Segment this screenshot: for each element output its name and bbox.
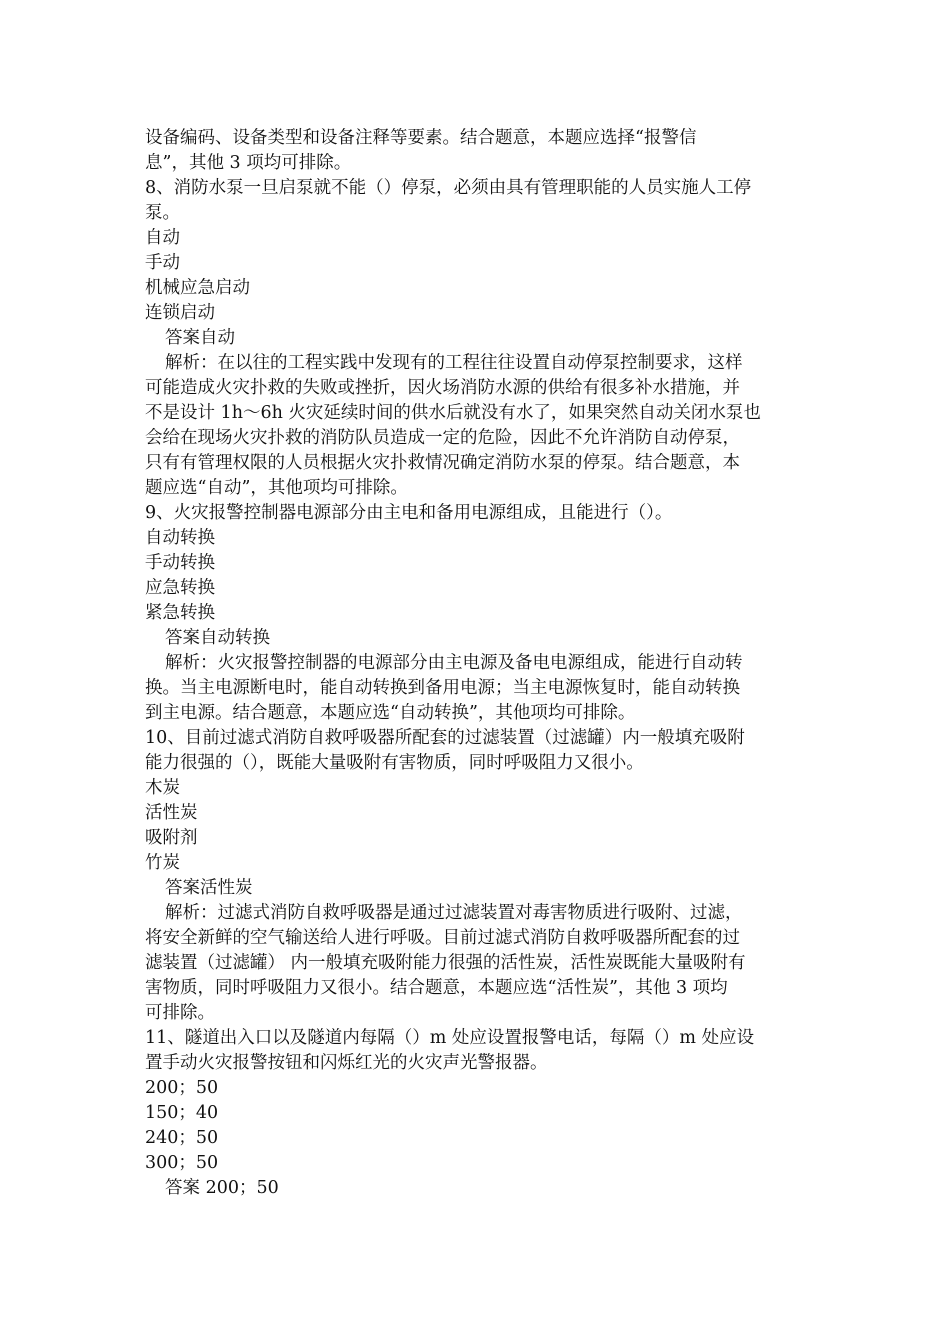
option-line: 活性炭	[145, 803, 198, 823]
option-line: 300；50	[145, 1153, 219, 1173]
option-line: 机械应急启动	[145, 278, 250, 298]
analysis-line: 将安全新鲜的空气输送给人进行呼吸。目前过滤式消防自救呼吸器所配套的过	[145, 928, 740, 948]
analysis-line: 可排除。	[145, 1003, 215, 1023]
answer-line: 答案自动	[165, 328, 235, 348]
option-line: 240；50	[145, 1128, 219, 1148]
option-line: 150；40	[145, 1103, 219, 1123]
answer-line: 答案 200；50	[165, 1178, 279, 1198]
option-line: 吸附剂	[145, 828, 198, 848]
analysis-line: 到主电源。结合题意，本题应选“自动转换”，其他项均可排除。	[145, 703, 636, 723]
answer-line: 答案活性炭	[165, 878, 253, 898]
analysis-line: 换。当主电源断电时，能自动转换到备用电源；当主电源恢复时，能自动转换	[145, 678, 740, 698]
option-line: 手动转换	[145, 553, 215, 573]
analysis-line: 不是设计 1h～6h 火灾延续时间的供水后就没有水了，如果突然自动关闭水泵也	[145, 403, 761, 423]
analysis-line: 可能造成火灾扑救的失败或挫折，因火场消防水源的供给有很多补水措施，并	[145, 378, 740, 398]
document-page	[145, 126, 810, 1201]
option-line: 自动	[145, 228, 180, 248]
option-line: 应急转换	[145, 578, 215, 598]
analysis-line: 解析：过滤式消防自救呼吸器是通过过滤装置对毒害物质进行吸附、过滤，	[165, 903, 743, 923]
analysis-line: 息”，其他 3 项均可排除。	[145, 153, 352, 173]
question-line: 能力很强的（），既能大量吸附有害物质，同时呼吸阻力又很小。	[145, 753, 644, 773]
option-line: 竹炭	[145, 853, 180, 873]
question-line: 泵。	[145, 203, 180, 223]
option-line: 手动	[145, 253, 180, 273]
question-line: 8、消防水泵一旦启泵就不能（）停泵，必须由具有管理职能的人员实施人工停	[145, 178, 752, 198]
analysis-line: 设备编码、设备类型和设备注释等要素。结合题意，本题应选择“报警信	[145, 128, 697, 148]
question-line: 10、目前过滤式消防自救呼吸器所配套的过滤装置（过滤罐）内一般填充吸附	[145, 728, 745, 748]
answer-line: 答案自动转换	[165, 628, 270, 648]
question-line: 置手动火灾报警按钮和闪烁红光的火灾声光警报器。	[145, 1053, 548, 1073]
question-line: 11、隧道出入口以及隧道内每隔（）m 处应设置报警电话，每隔（）m 处应设	[145, 1028, 755, 1048]
option-line: 木炭	[145, 778, 180, 798]
analysis-line: 题应选“自动”，其他项均可排除。	[145, 478, 408, 498]
analysis-line: 只有有管理权限的人员根据火灾扑救情况确定消防水泵的停泵。结合题意，本	[145, 453, 740, 473]
analysis-line: 滤装置（过滤罐） 内一般填充吸附能力很强的活性炭，活性炭既能大量吸附有	[145, 953, 746, 973]
option-line: 连锁启动	[145, 303, 215, 323]
analysis-line: 害物质，同时呼吸阻力又很小。结合题意，本题应选“活性炭”，其他 3 项均	[145, 978, 728, 998]
analysis-line: 会给在现场火灾扑救的消防队员造成一定的危险，因此不允许消防自动停泵，	[145, 428, 740, 448]
analysis-line: 解析：在以往的工程实践中发现有的工程往往设置自动停泵控制要求，这样	[165, 353, 743, 373]
question-line: 9、火灾报警控制器电源部分由主电和备用电源组成，且能进行（）。	[145, 503, 673, 523]
option-line: 紧急转换	[145, 603, 215, 623]
option-line: 自动转换	[145, 528, 215, 548]
option-line: 200；50	[145, 1078, 219, 1098]
analysis-line: 解析：火灾报警控制器的电源部分由主电源及备电电源组成，能进行自动转	[165, 653, 743, 673]
